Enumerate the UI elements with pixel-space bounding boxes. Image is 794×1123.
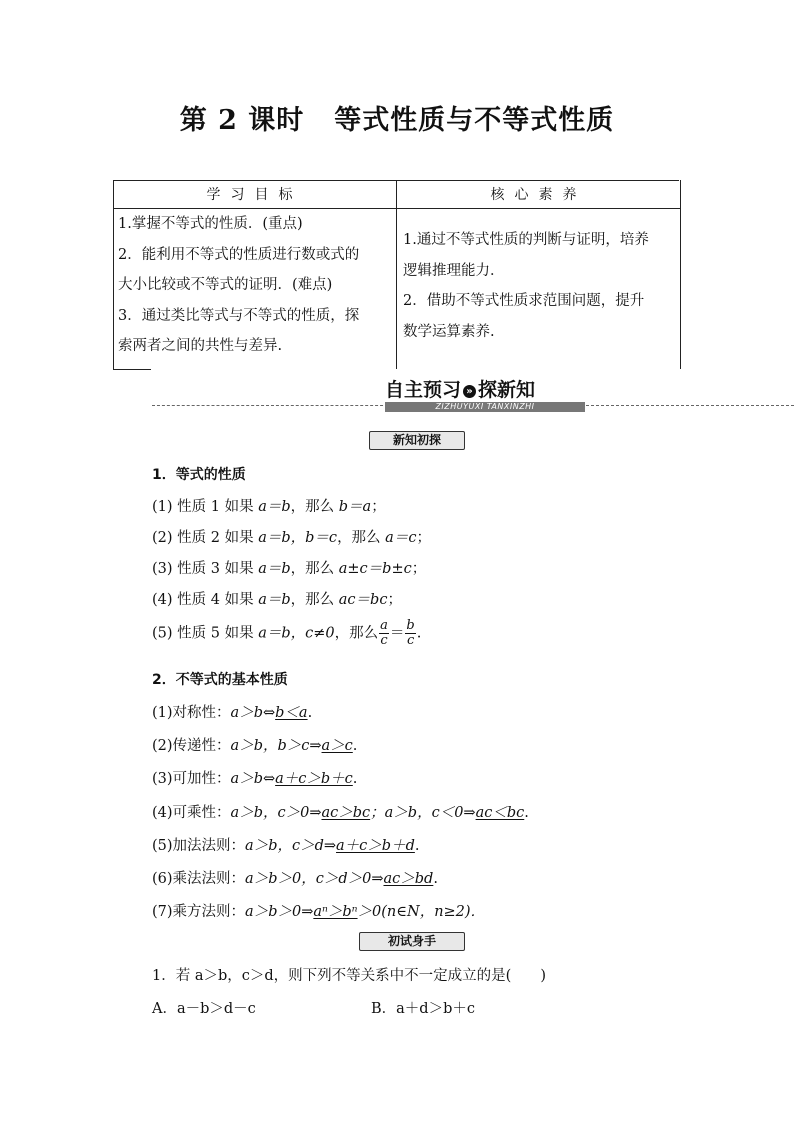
divider-left — [152, 405, 388, 406]
answer-blank: b＜a — [275, 705, 308, 721]
page-title — [0, 98, 794, 137]
fraction-a-over-c: $\frac{a}{c}$ — [380, 618, 388, 648]
lesson-topic: 等式性质与不等式性质 — [334, 105, 615, 136]
banner-pinyin: ZIZHUYUXI TANXINZHI — [385, 402, 585, 412]
ineq-prop-3: (3)可加性：a＞b⇔a＋c＞b＋c. — [152, 771, 358, 787]
ineq-prop-4: (4)可乘性：a＞b，c＞0⇒ac＞bc；a＞b，c＜0⇒ac＜bc. — [152, 805, 529, 821]
answer-blank: aⁿ＞bⁿ — [313, 904, 358, 920]
ineq-prop-6: (6)乘法法则：a＞b＞0，c＞d＞0⇒ac＞bd. — [152, 871, 438, 887]
question-1-option-b[interactable]: B．a＋d＞b＋c — [371, 1001, 475, 1017]
goals-header: 学习目标 — [206, 187, 303, 203]
ineq-prop-7: (7)乘方法则：a＞b＞0⇒aⁿ＞bⁿ＞0(n∈N，n≥2)． — [152, 904, 486, 920]
goal-line: 大小比较或不等式的证明．(难点) — [118, 277, 333, 293]
answer-blank: a＞c — [321, 738, 353, 754]
ineq-prop-5: (5)加法法则：a＞b，c＞d⇒a＋c＞b＋d. — [152, 838, 420, 854]
answer-blank: a＋c＞b＋d — [336, 838, 415, 854]
eq-heading: 1．等式的性质 — [152, 467, 246, 483]
ineq-prop-2: (2)传递性：a＞b，b＞c⇒a＞c. — [152, 738, 358, 754]
question-1-stem: 1．若 a＞b，c＞d，则下列不等关系中不一定成立的是( ) — [152, 968, 546, 984]
literacy-header: 核心素养 — [490, 187, 587, 203]
banner-left-text: 自主预习 — [385, 379, 462, 401]
answer-blank: ac＜bc — [475, 805, 525, 821]
answer-blank: ac＞bd — [383, 871, 434, 887]
goal-line: 2．能利用不等式的性质进行数或式的 — [118, 246, 360, 263]
goals-table — [113, 180, 681, 370]
section-label-new: 新知初探 — [369, 431, 465, 450]
ineq-prop-1: (1)对称性：a＞b⇔b＜a. — [152, 705, 313, 721]
literacy-line: 逻辑推理能力． — [403, 262, 505, 279]
section-label-try: 初试身手 — [359, 932, 465, 951]
answer-blank: ac＞bc — [321, 805, 371, 821]
answer-blank: a＋c＞b＋c — [275, 771, 353, 787]
goals-cell — [118, 209, 393, 362]
goal-line: 1.掌握不等式的性质．(重点) — [118, 216, 303, 232]
arrow-icon: » — [463, 385, 476, 398]
literacy-line: 2．借助不等式性质求范围问题，提升 — [403, 293, 645, 309]
literacy-cell — [403, 225, 678, 347]
divider-right — [586, 405, 794, 406]
question-1-option-a[interactable]: A．a－b＞d－c — [152, 1001, 256, 1017]
eq-prop-3: (3) 性质 3 如果 a＝b，那么 a±c＝b±c； — [152, 561, 427, 577]
eq-prop-4: (4) 性质 4 如果 a＝b，那么 ac＝bc； — [152, 592, 402, 608]
lesson-number: 第 2 课时 — [179, 105, 305, 136]
eq-prop-2: (2) 性质 2 如果 a＝b，b＝c，那么 a＝c； — [152, 530, 431, 546]
eq-prop-1: (1) 性质 1 如果 a＝b，那么 b＝a； — [152, 499, 386, 515]
literacy-line: 数学运算素养. — [403, 323, 495, 340]
goal-line: 3．通过类比等式与不等式的性质，探 — [118, 307, 360, 324]
literacy-line: 1.通过不等式性质的判断与证明，培养 — [403, 232, 649, 248]
fraction-b-over-c: $\frac{b}{c}$ — [406, 618, 415, 648]
goal-line: 索两者之间的共性与差异. — [118, 338, 283, 354]
eq-prop-5: (5) 性质 5 如果 a＝b，c≠0，那么 $\frac{a}{c}$ ＝ $\frac{b}{c}$ . — [152, 618, 422, 648]
banner-right-text: 探新知 — [478, 379, 536, 401]
ineq-heading: 2．不等式的基本性质 — [152, 672, 288, 688]
preview-banner — [385, 375, 585, 411]
